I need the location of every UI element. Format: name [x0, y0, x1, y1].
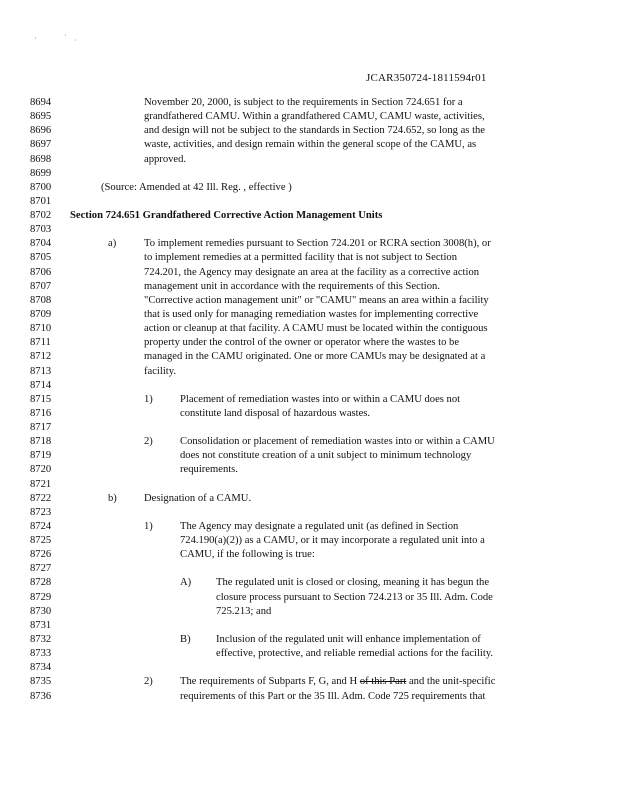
- line-text: [144, 280, 440, 294]
- line-text: [216, 576, 489, 590]
- line-number: 8708: [30, 294, 52, 306]
- line-number: 8726: [30, 549, 52, 561]
- line-number: 8703: [30, 224, 52, 236]
- line-text: [180, 548, 315, 562]
- line-text: [144, 124, 485, 138]
- line-number: 8706: [30, 266, 52, 278]
- scan-speck: ·: [34, 34, 37, 43]
- line-text: [101, 181, 292, 195]
- line-text: [180, 690, 485, 704]
- line-8725: [0, 534, 618, 548]
- line-text: [144, 237, 491, 251]
- line-number: 8694: [30, 97, 52, 108]
- text-segment: that is used only for managing remediation wastes for implementing corrective: [144, 309, 479, 320]
- line-number: 8725: [30, 535, 52, 546]
- text-segment: 724.190(a)(2)) as a CAMU, or it may incorporate a regulated unit into a: [180, 535, 485, 546]
- scan-speck: ·: [64, 31, 67, 40]
- line-8729: [0, 591, 618, 605]
- line-number: 8698: [30, 153, 52, 165]
- line-text: [180, 407, 370, 421]
- line-number: 8713: [30, 365, 52, 377]
- line-8710: [0, 322, 618, 336]
- line-number: 8732: [30, 633, 52, 645]
- item-label: 1): [144, 393, 153, 405]
- text-segment: "Corrective action management unit" or "CAMU" means an area within a facility: [144, 294, 489, 306]
- line-text: [180, 520, 458, 534]
- line-number: 8716: [30, 407, 52, 419]
- document-id: JCAR350724-1811594r01: [366, 72, 487, 84]
- line-8728: [0, 576, 618, 590]
- line-number: 8734: [30, 662, 52, 674]
- item-label: 2): [144, 676, 153, 688]
- line-number: 8736: [30, 690, 52, 702]
- text-segment: The requirements of Subparts F, G, and H: [180, 676, 360, 688]
- line-number: 8705: [30, 252, 52, 264]
- text-segment: To implement remedies pursuant to Section 724.201 or RCRA section 3008(h), or: [144, 238, 491, 250]
- text-segment: waste, activities, and design remain within the general scope of the CAMU, as: [144, 139, 477, 151]
- line-text: [144, 294, 489, 308]
- line-number: 8733: [30, 648, 52, 660]
- text-segment: CAMU, if the following is true:: [180, 549, 315, 561]
- line-number: 8722: [30, 492, 52, 504]
- line-8723: [0, 506, 618, 520]
- line-number: 8731: [30, 619, 52, 631]
- item-label: 2): [144, 436, 153, 448]
- line-number: 8717: [30, 422, 52, 433]
- line-text: [180, 675, 495, 689]
- struck-text: of this Part: [359, 676, 407, 688]
- text-segment: closure process pursuant to Section 724.213 or 35 Ill. Adm. Code: [216, 591, 493, 603]
- line-8697: [0, 138, 618, 152]
- line-number: 8735: [30, 676, 52, 688]
- line-8705: [0, 251, 618, 265]
- scan-speck: ·: [74, 36, 77, 45]
- line-number: 8729: [30, 591, 52, 603]
- line-number: 8704: [30, 238, 52, 250]
- text-segment: approved.: [144, 153, 187, 165]
- text-segment: action or cleanup at that facility. A CAMU must be located within the contiguous: [144, 323, 488, 335]
- line-8735: [0, 675, 618, 689]
- line-number: 8728: [30, 577, 52, 589]
- text-segment: November 20, 2000, is subject to the requirements in Section 724.651 for a: [144, 97, 463, 108]
- line-8704: [0, 237, 618, 251]
- text-segment: effective, protective, and reliable remedial actions for the facility.: [216, 648, 494, 660]
- line-text: [144, 322, 488, 336]
- line-8709: [0, 308, 618, 322]
- line-8719: [0, 449, 618, 463]
- line-8724: [0, 520, 618, 534]
- line-8732: [0, 633, 618, 647]
- text-segment: and design will not be subject to the standards in Section 724.652, so long as the: [144, 125, 486, 137]
- line-8700: [0, 181, 618, 195]
- line-text: [216, 647, 493, 661]
- line-8702: [0, 209, 618, 223]
- item-label: b): [108, 492, 117, 504]
- text-segment: Designation of a CAMU.: [144, 492, 252, 504]
- line-8718: [0, 435, 618, 449]
- line-8715: [0, 393, 618, 407]
- line-8696: [0, 124, 618, 138]
- text-segment: to implement remedies at a permitted facility that is not subject to Section: [144, 252, 458, 264]
- line-number: 8712: [30, 351, 52, 363]
- text-segment: does not constitute creation of a unit subject to minimum technology: [180, 450, 472, 462]
- line-8716: [0, 407, 618, 421]
- line-number: 8701: [30, 195, 52, 207]
- text-segment: constitute land disposal of hazardous wastes.: [180, 407, 371, 419]
- text-segment: facility.: [144, 365, 176, 377]
- line-text: [144, 251, 457, 265]
- line-number: 8730: [30, 605, 52, 617]
- text-segment: property under the control of the owner or operator where the wastes to be: [144, 337, 460, 349]
- line-8722: [0, 492, 618, 506]
- line-text: [144, 153, 186, 167]
- line-text: [144, 308, 478, 322]
- line-8736: [0, 690, 618, 704]
- text-segment: The regulated unit is closed or closing, meaning it has begun the: [216, 577, 490, 589]
- line-text: [180, 393, 460, 407]
- line-8701: [0, 195, 618, 209]
- line-number: 8715: [30, 393, 52, 405]
- line-text: [144, 350, 485, 364]
- line-number: 8707: [30, 280, 52, 292]
- line-number: 8702: [30, 210, 52, 221]
- text-segment: management unit in accordance with the requirements of this Section.: [144, 280, 440, 292]
- line-8711: [0, 336, 618, 350]
- line-text: [216, 605, 271, 619]
- text-segment: The Agency may designate a regulated unit (as defined in Section: [180, 520, 459, 532]
- line-8712: [0, 350, 618, 364]
- line-8727: [0, 562, 618, 576]
- text-segment: Placement of remediation wastes into or within a CAMU does not: [180, 393, 461, 405]
- line-8707: [0, 280, 618, 294]
- line-number: 8714: [30, 379, 52, 391]
- line-text: [144, 138, 476, 152]
- line-text: [216, 633, 481, 647]
- line-text: [180, 449, 471, 463]
- line-number: 8700: [30, 181, 52, 193]
- line-8713: [0, 365, 618, 379]
- line-text: [144, 266, 479, 280]
- line-number: 8720: [30, 464, 52, 476]
- line-8703: [0, 223, 618, 237]
- line-number: 8699: [30, 167, 52, 179]
- line-number: 8727: [30, 563, 52, 575]
- text-segment: 724.201, the Agency may designate an area at the facility as a corrective action: [144, 266, 480, 278]
- item-label: A): [180, 577, 192, 589]
- line-text: [180, 534, 485, 548]
- line-text: [144, 96, 463, 110]
- line-8694: [0, 96, 618, 110]
- line-8706: [0, 266, 618, 280]
- line-8714: [0, 379, 618, 393]
- text-segment: 725.213; and: [216, 605, 272, 617]
- line-text: [70, 209, 382, 223]
- line-8699: [0, 167, 618, 181]
- line-text: [144, 492, 251, 506]
- text-segment: Inclusion of the regulated unit will enhance implementation of: [216, 633, 481, 645]
- text-segment: and the unit-specific: [406, 676, 496, 688]
- line-8695: [0, 110, 618, 124]
- item-label: 1): [144, 520, 153, 532]
- line-number: 8711: [30, 337, 51, 349]
- line-number: 8697: [30, 139, 52, 151]
- line-text: [180, 435, 495, 449]
- text-segment: grandfathered CAMU. Within a grandfathered CAMU, CAMU waste, activities,: [144, 111, 485, 123]
- text-segment: Section 724.651 Grandfathered Corrective Action Management Units: [70, 210, 383, 221]
- line-8708: [0, 294, 618, 308]
- line-8726: [0, 548, 618, 562]
- line-number: 8696: [30, 125, 52, 137]
- item-label: B): [180, 633, 191, 645]
- line-number: 8709: [30, 309, 52, 320]
- line-8730: [0, 605, 618, 619]
- item-label: a): [108, 238, 117, 250]
- line-number: 8719: [30, 450, 52, 462]
- line-8731: [0, 619, 618, 633]
- line-number: 8724: [30, 520, 52, 532]
- text-segment: requirements.: [180, 464, 238, 476]
- line-text: [144, 336, 459, 350]
- line-8734: [0, 661, 618, 675]
- text-segment: requirements of this Part or the 35 Ill. Adm. Code 725 requirements that: [180, 690, 486, 702]
- line-number: 8718: [30, 436, 52, 448]
- line-8717: [0, 421, 618, 435]
- line-8721: [0, 478, 618, 492]
- text-segment: managed in the CAMU originated. One or more CAMUs may be designated at a: [144, 351, 486, 363]
- line-text: [144, 365, 176, 379]
- line-8720: [0, 463, 618, 477]
- line-number: 8695: [30, 111, 52, 123]
- line-text: [180, 463, 238, 477]
- text-segment: Consolidation or placement of remediation wastes into or within a CAMU: [180, 436, 495, 448]
- line-8733: [0, 647, 618, 661]
- line-text: [216, 591, 493, 605]
- line-8698: [0, 153, 618, 167]
- line-number: 8723: [30, 506, 52, 518]
- line-text: [144, 110, 485, 124]
- line-number: 8721: [30, 478, 52, 490]
- line-number: 8710: [30, 323, 52, 335]
- text-segment: (Source: Amended at 42 Ill. Reg. , effective ): [101, 181, 292, 193]
